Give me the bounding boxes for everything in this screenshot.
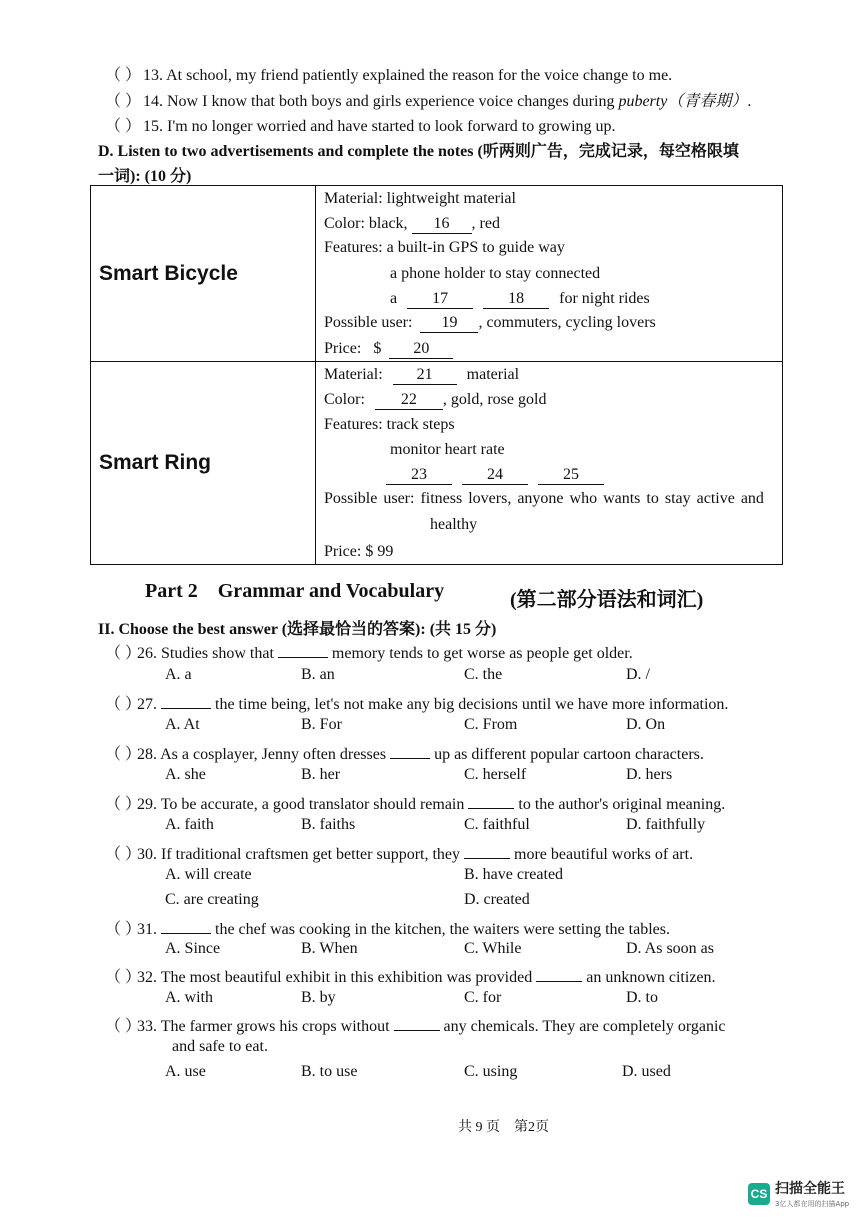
blank[interactable]	[468, 808, 514, 809]
option-c[interactable]: C. the	[464, 666, 503, 683]
scanner-watermark	[748, 1178, 849, 1209]
blank[interactable]	[278, 657, 328, 658]
part2-title: Part 2 Grammar and Vocabulary	[145, 580, 445, 602]
puberty-term: puberty（青春期）	[618, 93, 748, 110]
color-label: Color: black,	[324, 215, 408, 232]
blank-16[interactable]: 16	[412, 215, 472, 234]
answer-paren: （ ）	[105, 93, 142, 110]
bike-user	[324, 314, 656, 333]
smart-bicycle-notes	[316, 186, 783, 362]
option-b[interactable]: B. have created	[464, 866, 564, 883]
section-d-heading-cont: 一词): (10 分)	[98, 168, 192, 185]
bike-price	[324, 340, 453, 359]
cs-logo-icon: CS	[748, 1183, 770, 1205]
notes-table	[90, 185, 783, 565]
blank[interactable]	[161, 933, 211, 934]
blank-18[interactable]: 18	[483, 290, 549, 309]
answer-paren: （ ）	[105, 921, 142, 938]
ring-user: Possible user: fitness lovers, anyone who wants to stay active and	[324, 490, 764, 507]
question-15	[105, 113, 616, 136]
option-a[interactable]: A. she	[165, 766, 206, 783]
answer-paren: （ ）	[105, 796, 142, 813]
ring-features-1: Features: track steps	[324, 416, 455, 433]
smart-bicycle-label: Smart Bicycle	[91, 186, 316, 362]
question-text-rest: an unknown citizen.	[586, 969, 716, 986]
question-text: 33. The farmer grows his crops without	[137, 1018, 390, 1035]
question-text: 29. To be accurate, a good translator should remain	[137, 796, 465, 813]
option-a[interactable]: A. Since	[165, 940, 221, 957]
section-ii-heading: II. Choose the best answer (选择最恰当的答案): (共 15 分)	[98, 621, 497, 638]
smart-ring-notes	[316, 362, 783, 565]
option-b[interactable]: B. faiths	[301, 816, 356, 833]
answer-paren: （ ）	[105, 969, 142, 986]
color-label: Color:	[324, 391, 365, 408]
question-33-cont: and safe to eat.	[172, 1038, 268, 1055]
option-c[interactable]: C. From	[464, 716, 518, 733]
question-text-rest: to the author's original meaning.	[518, 796, 726, 813]
blank-17[interactable]: 17	[407, 290, 473, 309]
question-31	[105, 916, 670, 939]
logo-name: 扫描全能王	[775, 1181, 845, 1197]
page-footer: 共 9 页 第2页	[458, 1120, 549, 1135]
question-text-rest: the time being, let's not make any big decisions until we have more information.	[215, 696, 729, 713]
blank-25[interactable]: 25	[538, 466, 604, 485]
blank-24[interactable]: 24	[462, 466, 528, 485]
question-14	[105, 88, 751, 111]
smart-ring-label: Smart Ring	[91, 362, 316, 565]
option-d[interactable]: D. used	[622, 1063, 671, 1080]
night-rides: for night rides	[559, 290, 650, 307]
blank[interactable]	[464, 858, 510, 859]
bike-color	[324, 215, 500, 234]
question-text: 27.	[137, 696, 157, 713]
option-c[interactable]: C. are creating	[165, 891, 259, 908]
option-b[interactable]: B. her	[301, 766, 341, 783]
question-text-rest: up as different popular cartoon characters.	[434, 746, 704, 763]
option-a[interactable]: A. a	[165, 666, 192, 683]
option-d[interactable]: D. /	[626, 666, 650, 683]
option-d[interactable]: D. to	[626, 989, 658, 1006]
option-b[interactable]: B. to use	[301, 1063, 358, 1080]
user-rest: , commuters, cycling lovers	[478, 314, 656, 331]
blank-21[interactable]: 21	[393, 366, 457, 385]
bike-features-3	[390, 290, 650, 309]
question-text: 26. Studies show that	[137, 645, 274, 662]
option-d[interactable]: D. As soon as	[626, 940, 715, 957]
blank[interactable]	[394, 1030, 440, 1031]
color-rest: , red	[471, 215, 500, 232]
answer-paren: （ ）	[105, 118, 142, 135]
blank-23[interactable]: 23	[386, 466, 452, 485]
price-label: Price: $	[324, 340, 382, 357]
question-text-rest: memory tends to get worse as people get older.	[331, 645, 633, 662]
question-30	[105, 841, 693, 864]
period: .	[747, 93, 752, 110]
answer-paren: （ ）	[105, 645, 142, 662]
question-text: 31.	[137, 921, 157, 938]
section-d-heading: D. Listen to two advertisements and complete the notes (听两则广告，完成记录，每空格限填	[98, 143, 739, 160]
blank-20[interactable]: 20	[389, 340, 453, 359]
question-28	[105, 741, 704, 764]
article: a	[390, 290, 398, 307]
blank[interactable]	[390, 758, 430, 759]
ring-material	[324, 366, 519, 385]
option-c[interactable]: C. for	[464, 989, 502, 1006]
option-d[interactable]: D. On	[626, 716, 666, 733]
answer-paren: （ ）	[105, 846, 142, 863]
ring-features-2: monitor heart rate	[390, 441, 505, 458]
question-26	[105, 640, 633, 663]
question-text: 30. If traditional craftsmen get better support, they	[137, 846, 461, 863]
option-b[interactable]: B. For	[301, 716, 342, 733]
question-text-rest: any chemicals. They are completely organic	[443, 1018, 726, 1035]
option-a[interactable]: A. use	[165, 1063, 206, 1080]
ring-features-3	[386, 466, 604, 485]
option-c[interactable]: C. using	[464, 1063, 518, 1080]
answer-paren: （ ）	[105, 1018, 142, 1035]
part2-cn-title: (第二部分语法和词汇)	[510, 589, 704, 611]
question-13	[105, 62, 672, 85]
question-29	[105, 791, 725, 814]
question-text-rest: more beautiful works of art.	[514, 846, 694, 863]
question-32	[105, 964, 716, 987]
answer-paren: （ ）	[105, 746, 142, 763]
bike-material: Material: lightweight material	[324, 190, 516, 207]
option-b[interactable]: B. by	[301, 989, 336, 1006]
blank[interactable]	[536, 981, 582, 982]
blank-22[interactable]: 22	[375, 391, 443, 410]
option-c[interactable]: C. herself	[464, 766, 527, 783]
option-b[interactable]: B. an	[301, 666, 335, 683]
option-a[interactable]: A. will create	[165, 866, 252, 883]
option-a[interactable]: A. with	[165, 989, 213, 1006]
bike-features-1: Features: a built-in GPS to guide way	[324, 239, 565, 256]
question-text: 15. I'm no longer worried and have started to look forward to growing up.	[143, 118, 616, 135]
question-text: 13. At school, my friend patiently explained the reason for the voice change to me.	[143, 67, 673, 84]
blank[interactable]	[161, 708, 211, 709]
question-text: 14. Now I know that both boys and girls experience voice changes during	[143, 93, 619, 110]
blank-19[interactable]: 19	[420, 314, 478, 333]
option-d[interactable]: D. faithfully	[626, 816, 706, 833]
option-c[interactable]: C. faithful	[464, 816, 530, 833]
option-a[interactable]: A. faith	[165, 816, 214, 833]
color-rest: , gold, rose gold	[442, 391, 547, 408]
bike-features-2: a phone holder to stay connected	[390, 265, 601, 282]
question-text-rest: the chef was cooking in the kitchen, the waiters were setting the tables.	[215, 921, 670, 938]
question-33	[105, 1013, 726, 1036]
material-rest: material	[466, 366, 520, 383]
ring-price: Price: $ 99	[324, 543, 394, 560]
question-27	[105, 691, 728, 714]
option-d[interactable]: D. hers	[626, 766, 673, 783]
question-text: 28. As a cosplayer, Jenny often dresses	[137, 746, 387, 763]
option-d[interactable]: D. created	[464, 891, 530, 908]
option-b[interactable]: B. When	[301, 940, 358, 957]
question-text: 32. The most beautiful exhibit in this exhibition was provided	[137, 969, 533, 986]
option-a[interactable]: A. At	[165, 716, 200, 733]
answer-paren: （ ）	[105, 696, 142, 713]
material-label: Material:	[324, 366, 383, 383]
ring-color	[324, 391, 546, 410]
option-c[interactable]: C. While	[464, 940, 522, 957]
user-label: Possible user:	[324, 314, 413, 331]
answer-paren: （ ）	[105, 67, 142, 84]
ring-user-cont: healthy	[430, 516, 478, 533]
logo-tagline: 3亿人都在用的扫描App	[775, 1200, 850, 1208]
